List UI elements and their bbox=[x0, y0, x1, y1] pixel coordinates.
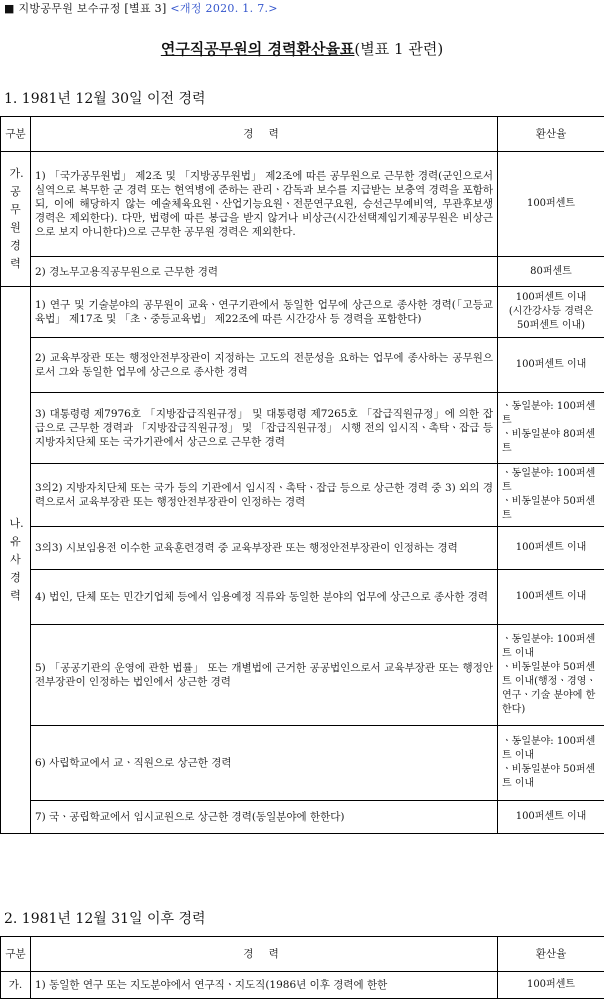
rate-line: ㆍ비동일분야 50퍼센트 이내 bbox=[502, 764, 596, 789]
rate-cell bbox=[498, 625, 604, 726]
col-category: 구분 bbox=[1, 937, 31, 972]
rate-line: ㆍ동일분야: 100퍼센트 이내 bbox=[502, 736, 596, 761]
career-desc: 7) 국ㆍ공립학교에서 임시교원으로 상근한 경력(동일분야에 한한다) bbox=[31, 801, 498, 834]
career-desc: 1) 연구 및 기술분야의 공무원이 교육ㆍ연구기관에서 동일한 업무에 상근으로 종사한 경력(「고등교육법」 제17조 및 「초ㆍ중등교육법」 제22조에 따른 시간강사 등 경력을 포함한다) bbox=[31, 287, 498, 338]
table-row bbox=[1, 726, 604, 801]
rate-line: 50퍼센트 이내) bbox=[516, 320, 586, 331]
header-bullet: ■ bbox=[4, 2, 15, 15]
rate-cell: 100퍼센트 이내 bbox=[498, 570, 604, 625]
table-row bbox=[1, 972, 604, 999]
table-row bbox=[1, 338, 604, 393]
rate-cell: 80퍼센트 bbox=[498, 257, 604, 287]
career-desc: 6) 사립학교에서 교ㆍ직원으로 상근한 경력 bbox=[31, 726, 498, 801]
rate-line: ㆍ비동일분야 80퍼센트 bbox=[502, 429, 596, 454]
rate-cell bbox=[498, 393, 604, 464]
career-desc: 1) 「국가공무원법」 제2조 및 「지방공무원법」 제2조에 따른 공무원으로 근무한 경력(군인으로서 실역으로 복무한 군 경력 또는 현역병에 준하는 관리ㆍ감독과 보수를 지급받는 보충역 경력을 포함하되, 이에 해당하지 않는 예술체육요원ㆍ산업기능요원ㆍ전문연구요원, 승선근무예비역, 무관후보생 경력은 제외한다). 다만, 법령에 따른 봉급을 받지 않거나 비상근(시간선택제임기제공무원은 비상근으로 보지 아니한다)으로 근무한 공무원 경력은 제외한다. bbox=[31, 152, 498, 257]
amendment-note: <개정 2020. 1. 7.> bbox=[170, 2, 278, 15]
rate-line: ㆍ비동일분야 50퍼센트 이내(행정ㆍ경영ㆍ연구ㆍ기술 분야에 한한다) bbox=[502, 662, 597, 715]
rate-cell bbox=[498, 464, 604, 527]
table-header-row bbox=[1, 937, 604, 972]
rate-cell: 100퍼센트 이내 bbox=[498, 527, 604, 570]
category-label: 가. 공무원 경력 bbox=[9, 167, 24, 270]
table-row bbox=[1, 570, 604, 625]
title-sub: (별표 1 관련) bbox=[354, 40, 444, 58]
header-text: 지방공무원 보수규정 [별표 3] bbox=[18, 2, 167, 15]
career-desc: 3) 대통령령 제7976호 「지방잡급직원규정」 및 대통령령 제7265호 「잡급직원규정」에 의한 잡급으로 근무한 경력과 「지방잡급직원규정」 및 「잡급직원규정」 시행 전의 임시직ㆍ촉탁ㆍ잡급 등 지방자치단체 또는 국가기관에서 상근으로 근무한 경력 bbox=[31, 393, 498, 464]
rate-line: (시간강사등 경력은 bbox=[508, 306, 594, 317]
table-row bbox=[1, 801, 604, 834]
table-row bbox=[1, 625, 604, 726]
rate-line: ㆍ동일분야: 100퍼센트 bbox=[502, 468, 596, 493]
category-label: 나. 유사경력 bbox=[9, 517, 24, 602]
page-title bbox=[0, 38, 604, 59]
rate-line: ㆍ동일분야: 100퍼센트 bbox=[502, 401, 596, 426]
table-row bbox=[1, 287, 604, 338]
career-desc: 2) 교육부장관 또는 행정안전부장관이 지정하는 고도의 전문성을 요하는 업무에 종사하는 공무원으로서 그와 동일한 업무에 상근으로 종사한 경력 bbox=[31, 338, 498, 393]
section1-table bbox=[0, 116, 604, 834]
career-desc: 5) 「공공기관의 운영에 관한 법률」 또는 개별법에 근거한 공공법인으로서 교육부장관 또는 행정안전부장관이 인정하는 법인에서 상근한 경력 bbox=[31, 625, 498, 726]
rate-cell: 100퍼센트 이내 bbox=[498, 338, 604, 393]
document-header bbox=[4, 0, 278, 16]
category-cell: 가. bbox=[1, 972, 31, 999]
career-desc: 4) 법인, 단체 또는 민간기업체 등에서 임용예정 직류와 동일한 분야의 업무에 상근으로 종사한 경력 bbox=[31, 570, 498, 625]
category-cell bbox=[1, 152, 31, 287]
table-header-row bbox=[1, 117, 604, 152]
col-rate: 환산율 bbox=[498, 117, 604, 152]
title-main: 연구직공무원의 경력환산율표 bbox=[160, 40, 355, 58]
table-row bbox=[1, 257, 604, 287]
career-desc: 3의2) 지방자치단체 또는 국가 등의 기관에서 임시직ㆍ촉탁ㆍ잡급 등으로 상근한 경력 중 3) 외의 경력으로서 교육부장관 또는 행정안전부장관이 인정하는 경력 bbox=[31, 464, 498, 527]
table-row bbox=[1, 393, 604, 464]
rate-cell: 100퍼센트 bbox=[498, 972, 604, 999]
rate-cell: 100퍼센트 이내 bbox=[498, 801, 604, 834]
col-category: 구분 bbox=[1, 117, 31, 152]
section2-table bbox=[0, 936, 604, 999]
rate-cell bbox=[498, 726, 604, 801]
section2-heading: 2. 1981년 12월 31일 이후 경력 bbox=[4, 911, 206, 927]
career-desc: 1) 동일한 연구 또는 지도분야에서 연구직ㆍ지도직(1986년 이후 경력에 한한 bbox=[31, 972, 498, 999]
career-desc: 3의3) 시보임용전 이수한 교육훈련경력 중 교육부장관 또는 행정안전부장관이 인정하는 경력 bbox=[31, 527, 498, 570]
rate-line: ㆍ동일분야: 100퍼센트 이내 bbox=[502, 634, 596, 659]
col-career: 경 력 bbox=[31, 117, 498, 152]
category-cell bbox=[1, 287, 31, 834]
col-career: 경 력 bbox=[31, 937, 498, 972]
table-row bbox=[1, 464, 604, 527]
career-desc: 2) 경노무고용직공무원으로 근무한 경력 bbox=[31, 257, 498, 287]
rate-cell: 100퍼센트 bbox=[498, 152, 604, 257]
col-rate: 환산율 bbox=[498, 937, 604, 972]
rate-cell bbox=[498, 287, 604, 338]
table-row bbox=[1, 527, 604, 570]
section1-heading: 1. 1981년 12월 30일 이전 경력 bbox=[4, 91, 206, 107]
rate-line: ㆍ비동일분야 50퍼센트 bbox=[502, 496, 596, 521]
rate-line: 100퍼센트 이내 bbox=[515, 292, 587, 303]
table-row bbox=[1, 152, 604, 257]
